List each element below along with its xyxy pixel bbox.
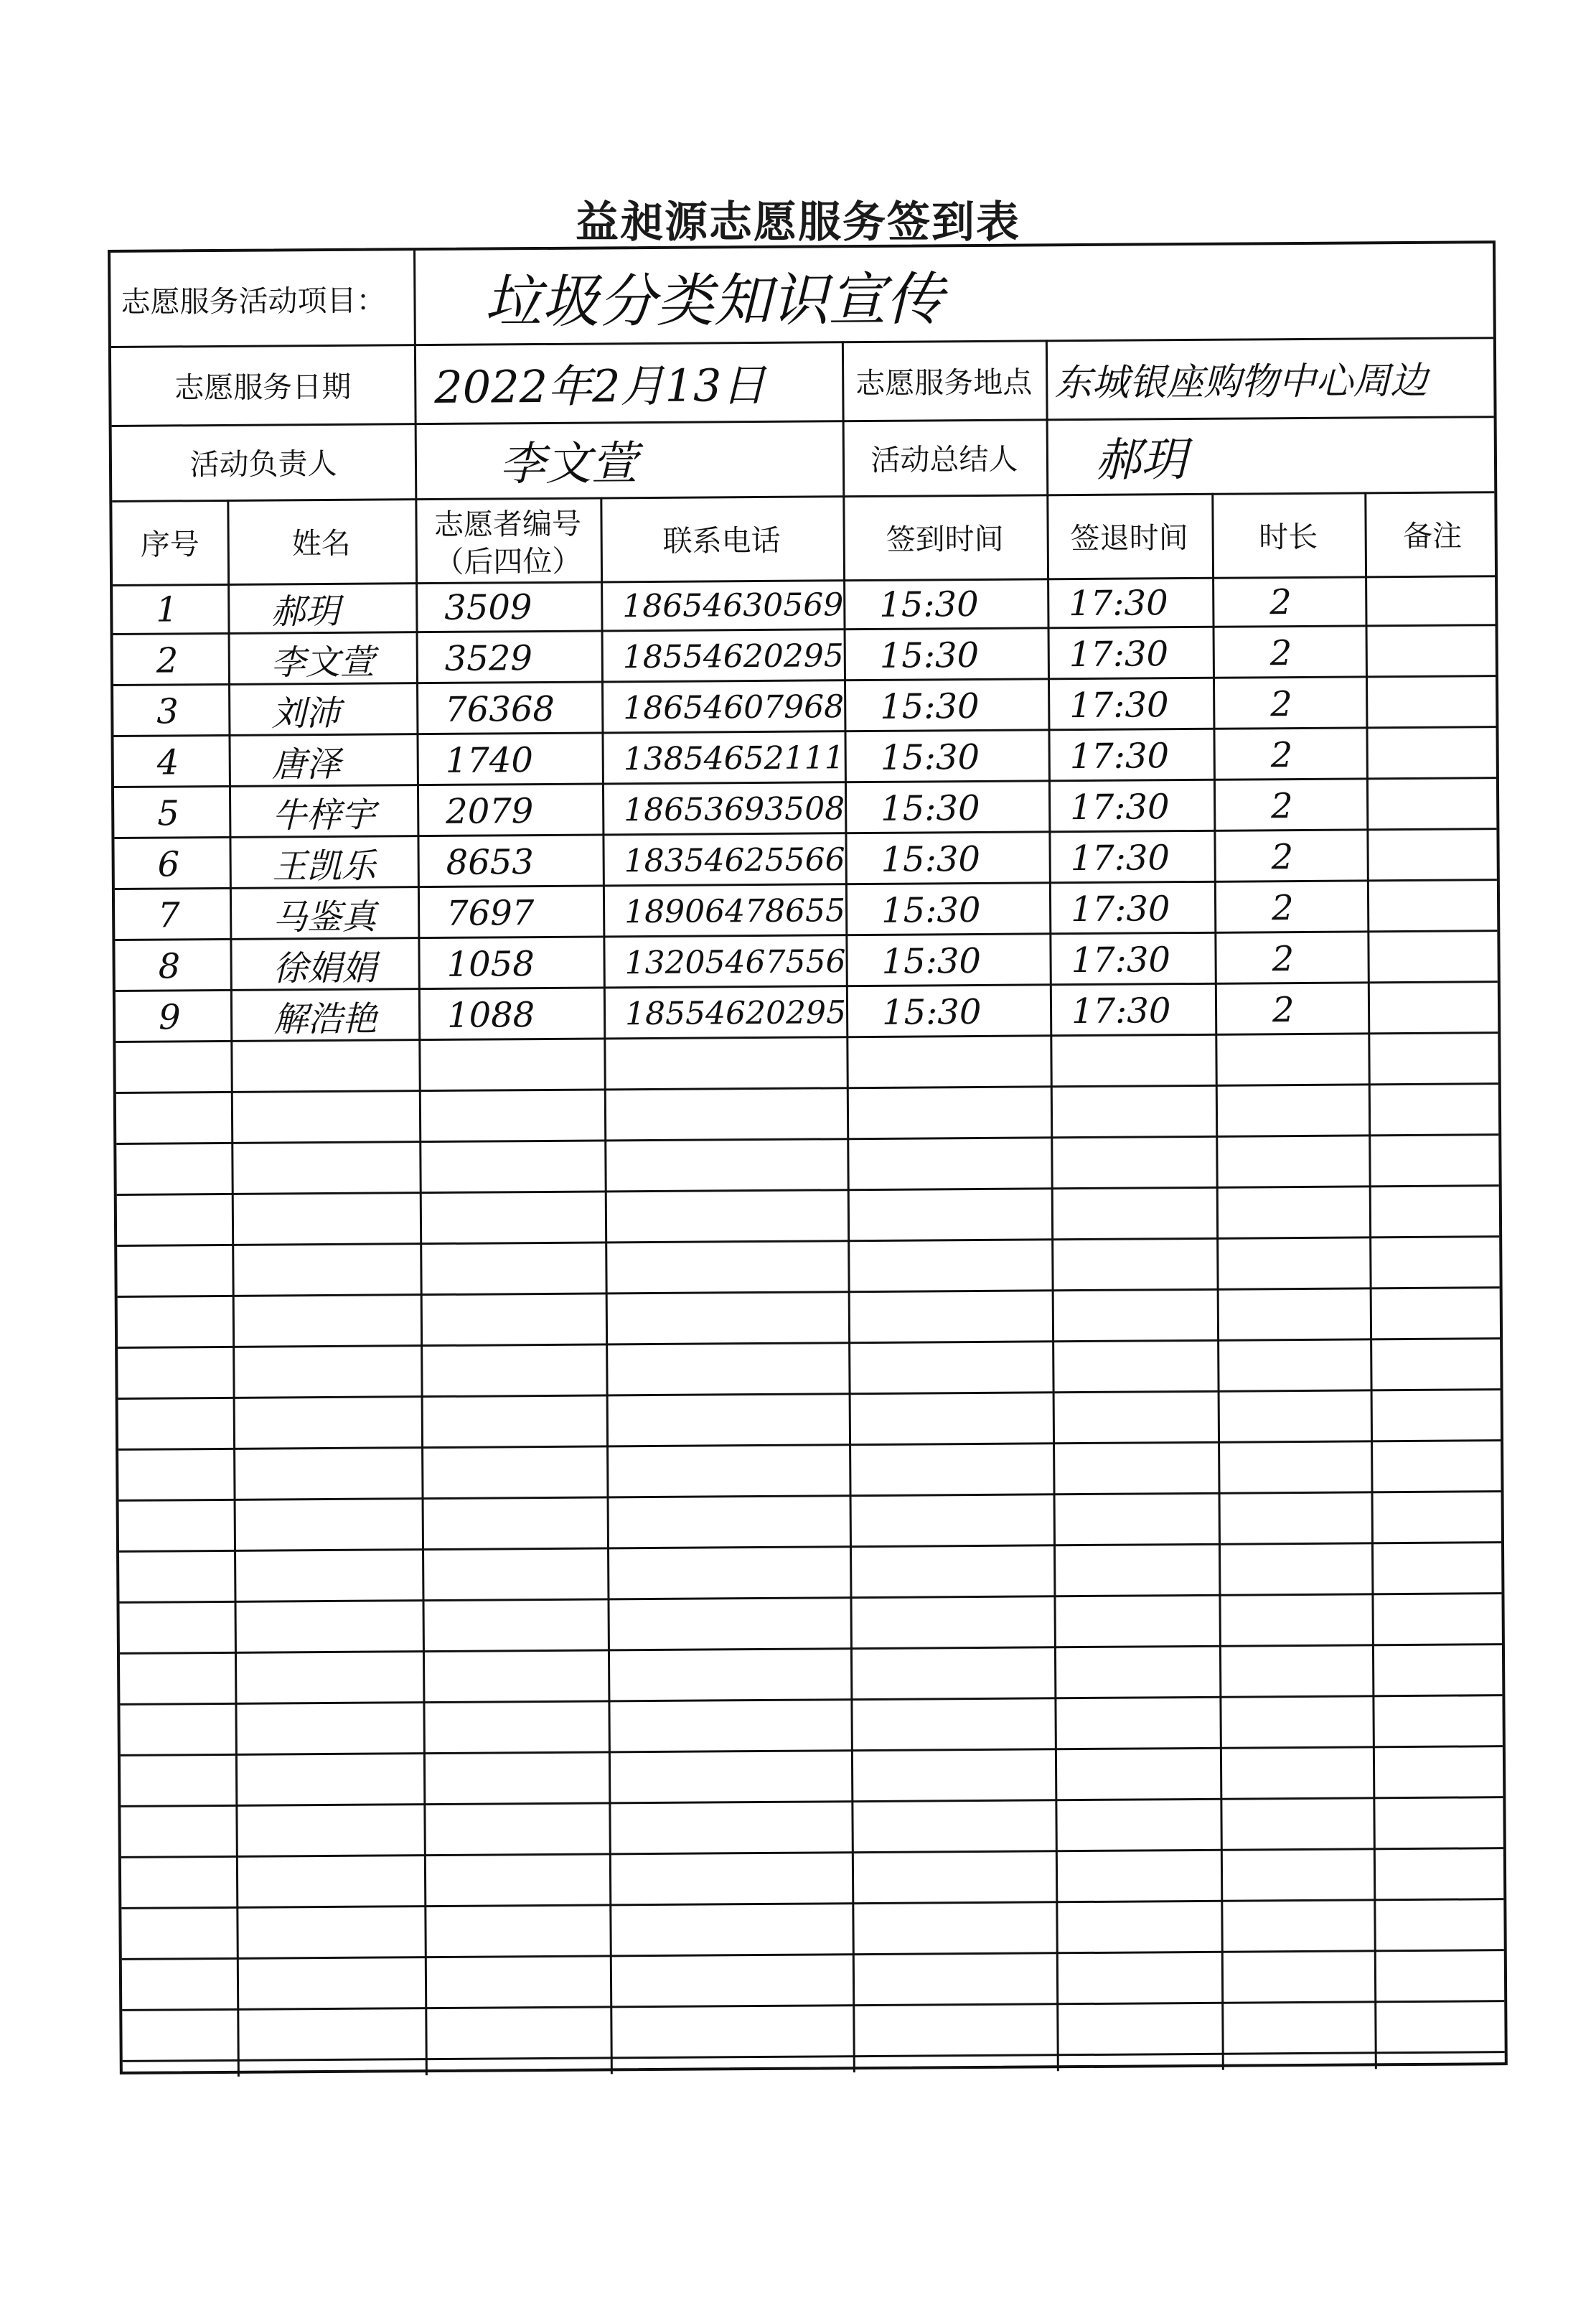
cell-id: 1088 bbox=[446, 994, 535, 1036]
cell-note bbox=[1366, 830, 1502, 881]
col-header-sign-in: 签到时间 bbox=[886, 521, 1004, 557]
cell-id: 2079 bbox=[446, 790, 534, 832]
cell-name: 徐娟娟 bbox=[273, 948, 377, 989]
cell-phone: 13854652111 bbox=[623, 739, 845, 778]
cell-no: 1 bbox=[156, 589, 179, 630]
cell-out: 17:30 bbox=[1070, 837, 1170, 879]
table-row bbox=[119, 1492, 1501, 1553]
table-row bbox=[122, 2002, 1504, 2062]
leader-label: 活动负责人 bbox=[189, 446, 337, 482]
cell-id: 8653 bbox=[446, 841, 535, 883]
cell-name: 唐泽 bbox=[271, 744, 341, 785]
table-row bbox=[116, 983, 1498, 1043]
table-row bbox=[117, 1238, 1499, 1298]
cell-hours: 2 bbox=[1271, 836, 1294, 877]
table-row bbox=[113, 626, 1496, 686]
cell-note bbox=[1367, 932, 1503, 983]
cell-in: 15:30 bbox=[881, 889, 981, 931]
cell-hours: 2 bbox=[1269, 581, 1292, 622]
cell-note bbox=[1366, 626, 1501, 678]
cell-no: 2 bbox=[156, 640, 179, 681]
cell-out: 17:30 bbox=[1069, 633, 1169, 675]
cell-name: 解浩艳 bbox=[273, 998, 377, 1040]
col-header-sign-out: 签退时间 bbox=[1070, 520, 1188, 556]
cell-note bbox=[1367, 881, 1503, 932]
cell-name: 牛梓宇 bbox=[272, 795, 376, 836]
table-row bbox=[121, 1849, 1503, 1909]
cell-out: 17:30 bbox=[1069, 786, 1170, 828]
table-row bbox=[118, 1339, 1500, 1400]
col-header-phone: 联系电话 bbox=[662, 523, 781, 558]
cell-name: 马鉴真 bbox=[272, 897, 377, 938]
cell-hours: 2 bbox=[1272, 938, 1295, 979]
location-label: 志愿服务地点 bbox=[855, 364, 1033, 401]
table-row bbox=[120, 1645, 1502, 1706]
date-value: 2022年2月13日 bbox=[434, 358, 766, 413]
table-row bbox=[121, 1798, 1503, 1858]
table-row bbox=[114, 728, 1496, 788]
table-row bbox=[118, 1441, 1501, 1502]
cell-in: 15:30 bbox=[881, 940, 982, 982]
table-body bbox=[111, 243, 1505, 2072]
table-row bbox=[121, 1900, 1503, 1960]
cell-name: 郝玥 bbox=[271, 591, 340, 632]
table-row bbox=[116, 1085, 1498, 1145]
cell-in: 15:30 bbox=[879, 584, 979, 625]
cell-out: 17:30 bbox=[1071, 990, 1171, 1031]
cell-out: 17:30 bbox=[1070, 888, 1170, 930]
cell-no: 3 bbox=[156, 691, 179, 732]
table-row bbox=[120, 1594, 1502, 1655]
col-header-note: 备注 bbox=[1403, 518, 1463, 554]
table-row bbox=[119, 1543, 1501, 1604]
cell-in: 15:30 bbox=[881, 787, 980, 829]
cell-no: 4 bbox=[156, 742, 179, 783]
cell-no: 8 bbox=[158, 945, 181, 987]
cell-no: 6 bbox=[157, 843, 180, 885]
cell-in: 15:30 bbox=[881, 991, 982, 1033]
cell-phone: 18554620295 bbox=[624, 994, 847, 1033]
table-row bbox=[114, 779, 1496, 839]
table-row bbox=[117, 1187, 1499, 1247]
cell-phone: 18654630569 bbox=[622, 586, 844, 625]
cell-note bbox=[1365, 575, 1501, 627]
table-row bbox=[115, 932, 1497, 992]
cell-no: 9 bbox=[158, 996, 181, 1038]
cell-hours: 2 bbox=[1270, 734, 1293, 775]
col-header-volunteer-id-sub: （后四位） bbox=[434, 543, 582, 579]
cell-note bbox=[1366, 779, 1502, 831]
cell-phone: 18654607968 bbox=[623, 688, 845, 727]
cell-id: 3529 bbox=[444, 637, 533, 679]
location-value: 东城银座购物中心周边 bbox=[1054, 359, 1428, 405]
col-header-no: 序号 bbox=[140, 527, 200, 562]
cell-id: 3509 bbox=[444, 586, 532, 628]
cell-hours: 2 bbox=[1270, 683, 1292, 724]
cell-phone: 18653693508 bbox=[624, 790, 845, 829]
cell-name: 刘沛 bbox=[271, 693, 341, 734]
page-title: 益昶源志愿服务签到表 bbox=[576, 197, 1020, 248]
cell-name: 李文萱 bbox=[271, 642, 375, 683]
date-label: 志愿服务日期 bbox=[174, 369, 352, 405]
table-row bbox=[118, 1390, 1501, 1451]
cell-phone: 13205467556 bbox=[624, 943, 846, 982]
col-header-volunteer-id: 志愿者编号 bbox=[433, 506, 582, 542]
project-value: 垃圾分类知识宣传 bbox=[484, 265, 944, 336]
cell-phone: 18554620295 bbox=[622, 637, 844, 676]
table-row bbox=[115, 881, 1497, 941]
cell-no: 7 bbox=[157, 894, 180, 936]
table-row bbox=[114, 830, 1496, 890]
table-row bbox=[121, 1747, 1503, 1807]
cell-out: 17:30 bbox=[1071, 939, 1171, 981]
cell-id: 1740 bbox=[445, 739, 534, 781]
sign-in-form bbox=[108, 240, 1508, 2074]
leader-value: 李文萱 bbox=[499, 436, 638, 491]
cell-out: 17:30 bbox=[1069, 582, 1168, 624]
table-row bbox=[120, 1696, 1502, 1756]
cell-hours: 2 bbox=[1270, 785, 1293, 826]
cell-hours: 2 bbox=[1271, 887, 1294, 928]
cell-in: 15:30 bbox=[879, 635, 980, 676]
cell-phone: 18354625566 bbox=[624, 841, 845, 880]
cell-out: 17:30 bbox=[1069, 735, 1170, 777]
table-row bbox=[113, 677, 1496, 737]
cell-in: 15:30 bbox=[880, 736, 980, 778]
cell-id: 76368 bbox=[445, 688, 555, 730]
summarizer-label: 活动总结人 bbox=[870, 441, 1018, 477]
table-row bbox=[116, 1136, 1498, 1196]
cell-id: 1058 bbox=[446, 943, 535, 985]
table-row bbox=[122, 1951, 1504, 2011]
cell-phone: 18906478655 bbox=[624, 892, 846, 931]
divider bbox=[123, 2051, 1505, 2062]
cell-in: 15:30 bbox=[881, 838, 981, 880]
cell-note bbox=[1366, 677, 1501, 729]
table-row bbox=[113, 575, 1495, 635]
cell-name: 王凯乐 bbox=[272, 846, 376, 887]
col-header-name: 姓名 bbox=[291, 525, 351, 561]
cell-in: 15:30 bbox=[880, 686, 980, 727]
cell-hours: 2 bbox=[1272, 989, 1295, 1030]
table-row bbox=[118, 1288, 1500, 1349]
cell-note bbox=[1366, 728, 1501, 780]
table-row bbox=[116, 1034, 1498, 1094]
project-label: 志愿服务活动项目： bbox=[121, 282, 386, 319]
cell-hours: 2 bbox=[1269, 632, 1292, 673]
cell-note bbox=[1368, 983, 1503, 1034]
col-header-duration: 时长 bbox=[1259, 519, 1318, 555]
summarizer-value: 郝玥 bbox=[1094, 433, 1188, 487]
cell-out: 17:30 bbox=[1069, 684, 1169, 726]
cell-id: 7697 bbox=[446, 892, 535, 934]
cell-no: 5 bbox=[157, 792, 179, 834]
